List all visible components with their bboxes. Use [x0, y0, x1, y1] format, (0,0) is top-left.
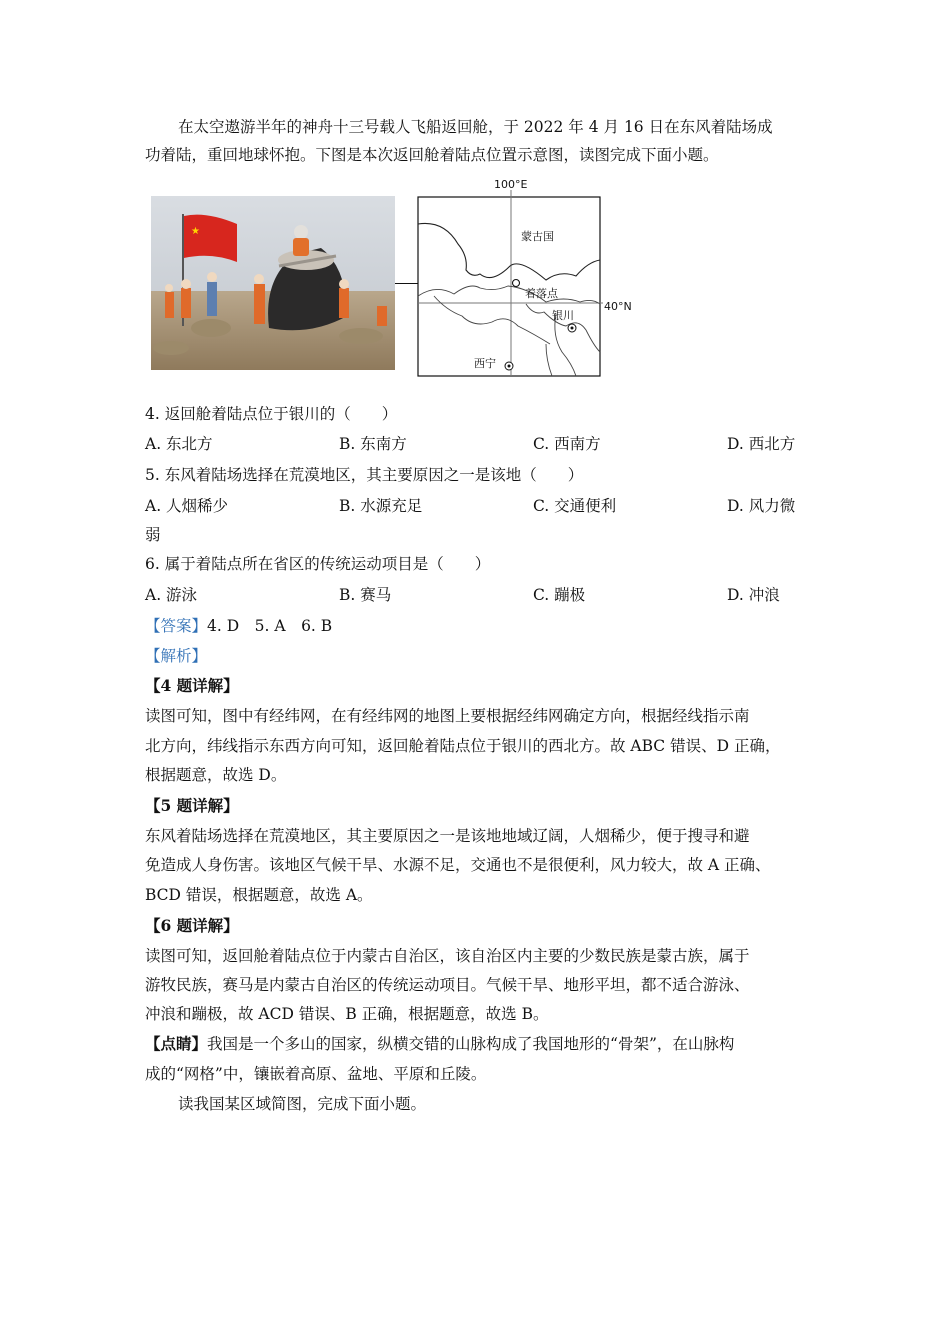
detail-4-line-1: 读图可知，图中有经纬网，在有经纬网的地图上要根据经纬网确定方向，根据经线指示南 [145, 707, 750, 725]
question-5-option-c[interactable]: C. 交通便利 [533, 497, 617, 515]
detail-6-line-1: 读图可知，返回舱着陆点位于内蒙古自治区，该自治区内主要的少数民族是蒙古族，属于 [145, 947, 750, 965]
next-intro: 读我国某区域简图，完成下面小题。 [178, 1095, 427, 1113]
question-5-option-d-wrap: 弱 [145, 526, 161, 544]
detail-6-title: 【6 题详解】 [145, 916, 239, 935]
question-4-option-c[interactable]: C. 西南方 [533, 435, 601, 453]
question-6-stem: 6. 属于着陆点所在省区的传统运动项目是（ ） [145, 555, 491, 573]
analysis-tag: 【解析】 [145, 647, 208, 665]
detail-4-title: 【4 题详解】 [145, 676, 239, 695]
question-4-option-a[interactable]: A. 东北方 [145, 435, 213, 453]
detail-6-line-2: 游牧民族，赛马是内蒙古自治区的传统运动项目。气候干旱、地形平坦，都不适合游泳、 [145, 976, 750, 994]
capsule-landing-photo [151, 196, 395, 370]
detail-5-line-2: 免造成人身伤害。该地区气候干旱、水源不足，交通也不是很便利，风力较大，故 A 正确、 [145, 856, 771, 874]
tip-line-1 [145, 1034, 734, 1054]
detail-4-line-2: 北方向，纬线指示东西方向可知，返回舱着陆点位于银川的西北方。故 ABC 错误、D 正确， [145, 737, 781, 755]
question-4-option-d[interactable]: D. 西北方 [727, 435, 796, 453]
tip-tag: 【点睛】 [145, 1034, 208, 1053]
map-label-yinchuan: 银川 [552, 309, 574, 322]
detail-5-line-3: BCD 错误，根据题意，故选 A。 [145, 886, 373, 904]
landing-location-map [396, 176, 646, 386]
question-4-stem: 4. 返回舱着陆点位于银川的（ ） [145, 405, 398, 423]
question-4-option-b[interactable]: B. 东南方 [339, 435, 407, 453]
map-label-mongolia: 蒙古国 [521, 230, 554, 243]
question-6-option-c[interactable]: C. 蹦极 [533, 586, 586, 604]
intro-line-1: 在太空遨游半年的神舟十三号载人飞船返回舱，于 2022 年 4 月 16 日在东风着陆场成 [178, 118, 773, 136]
map-label-landing-point: 着落点 [525, 287, 558, 300]
detail-5-line-1: 东风着陆场选择在荒漠地区，其主要原因之一是该地地域辽阔，人烟稀少，便于搜寻和避 [145, 827, 750, 845]
question-5-option-b[interactable]: B. 水源充足 [339, 497, 423, 515]
map-latitude-label: 40°N [604, 300, 632, 313]
intro-line-2: 功着陆，重回地球怀抱。下图是本次返回舱着陆点位置示意图，读图完成下面小题。 [145, 146, 719, 164]
map-longitude-label: 100°E [494, 178, 528, 191]
tip-text-1: 我国是一个多山的国家，纵横交错的山脉构成了我国地形的“骨架”，在山脉构 [207, 1035, 735, 1053]
detail-6-line-3: 冲浪和蹦极，故 ACD 错误、B 正确，根据题意，故选 B。 [145, 1005, 549, 1023]
question-6-option-d[interactable]: D. 冲浪 [727, 586, 780, 604]
question-5-option-a[interactable]: A. 人烟稀少 [145, 497, 229, 515]
question-6-option-b[interactable]: B. 赛马 [339, 586, 392, 604]
question-6-option-a[interactable]: A. 游泳 [145, 586, 198, 604]
answer-text: 4. D 5. A 6. B [207, 617, 333, 635]
svg-text:★: ★ [191, 226, 200, 237]
map-label-xining: 西宁 [474, 357, 496, 370]
tip-line-2: 成的“网格”中，镶嵌着高原、盆地、平原和丘陵。 [145, 1065, 487, 1083]
question-5-option-d[interactable]: D. 风力微 [727, 497, 796, 515]
answer-line [145, 616, 332, 636]
detail-4-line-3: 根据题意，故选 D。 [145, 766, 287, 784]
question-5-stem: 5. 东风着陆场选择在荒漠地区，其主要原因之一是该地（ ） [145, 466, 584, 484]
answer-tag: 【答案】 [145, 617, 208, 635]
detail-5-title: 【5 题详解】 [145, 796, 239, 815]
